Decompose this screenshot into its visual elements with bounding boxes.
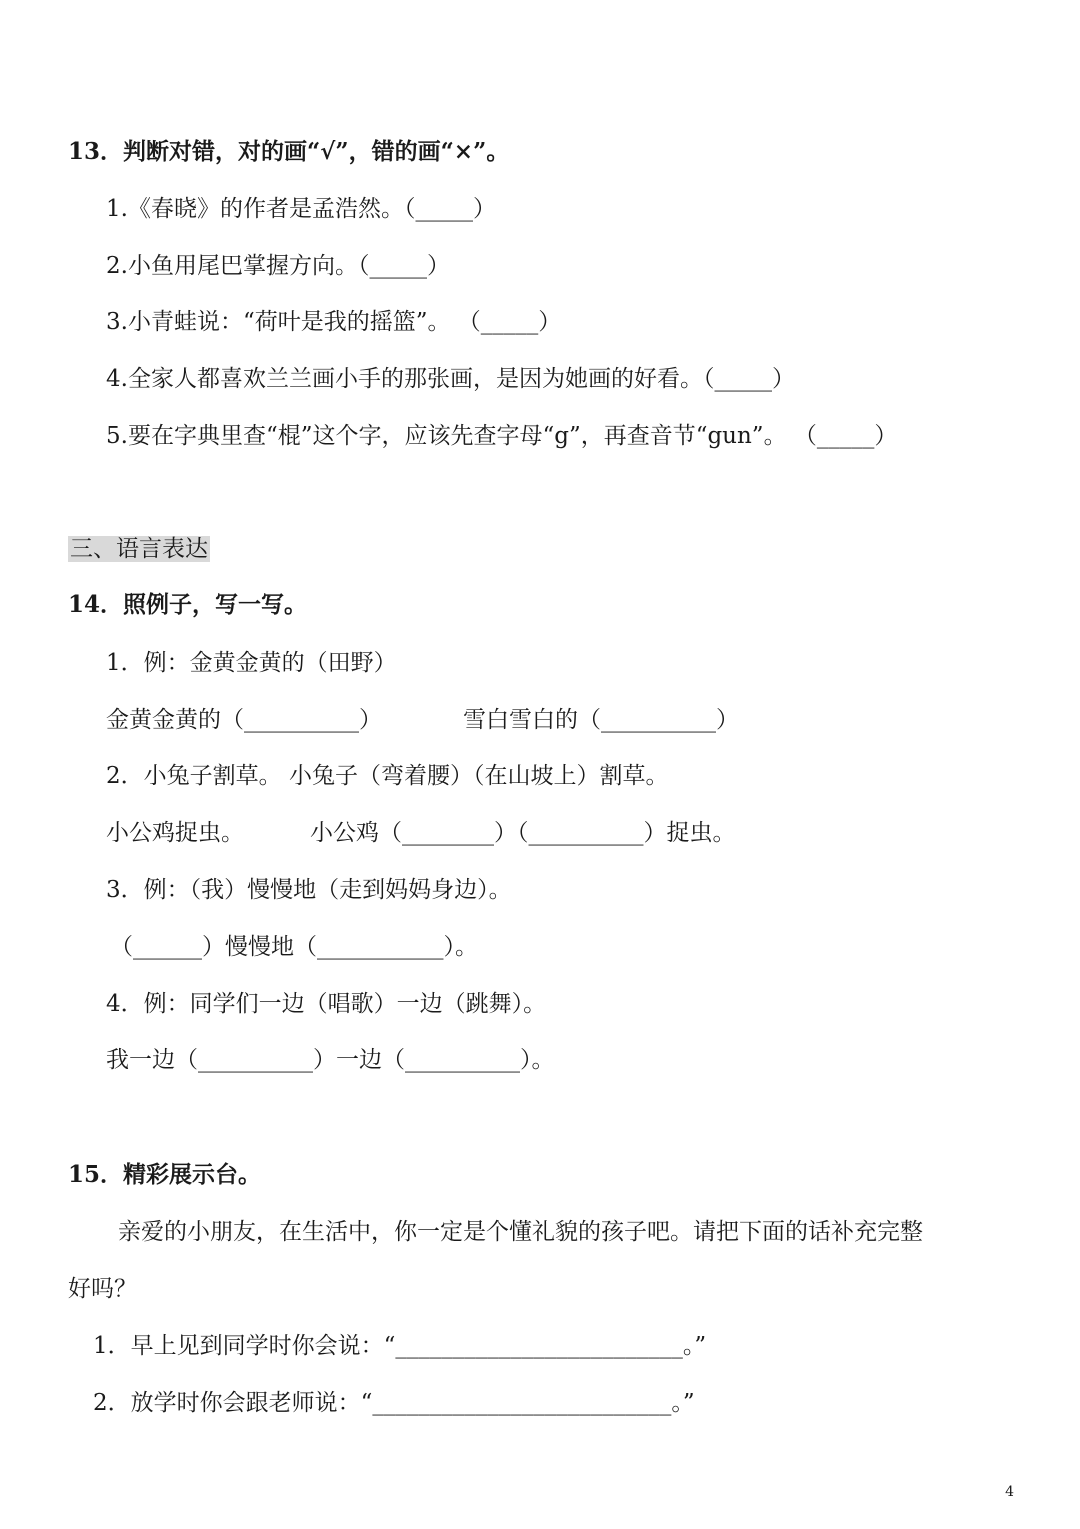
section-3-heading xyxy=(68,534,210,564)
q14-example-2: 2．小兔子割草。 小兔子（弯着腰）（在山坡上）割草。 xyxy=(106,763,669,789)
q15-intro-line-2: 好吗？ xyxy=(68,1276,137,1302)
q14-answer-3: （______）慢慢地（___________）。 xyxy=(110,934,478,960)
q15-title: 15．精彩展示台。 xyxy=(68,1161,262,1188)
q14-answer-2: 小公鸡（________）（__________）捉虫。 xyxy=(310,820,736,846)
q13-item-3: 3.小青蛙说：“荷叶是我的摇篮”。 （_____） xyxy=(106,309,562,335)
q13-item-4: 4.全家人都喜欢兰兰画小手的那张画，是因为她画的好看。（_____） xyxy=(106,366,795,392)
q14-example-3: 3．例：（我）慢慢地（走到妈妈身边）。 xyxy=(106,877,512,903)
q15-intro-line-1: 亲爱的小朋友，在生活中，你一定是个懂礼貌的孩子吧。请把下面的话补充完整 xyxy=(118,1219,923,1245)
q14-answer-4: 我一边（__________）一边（__________）。 xyxy=(106,1047,555,1073)
q14-prompt-2: 小公鸡捉虫。 xyxy=(106,820,244,846)
q14-answer-1b: 雪白雪白的（__________） xyxy=(463,707,739,733)
q14-example-4: 4．例：同学们一边（唱歌）一边（跳舞）。 xyxy=(106,991,547,1017)
q14-example-1: 1．例：金黄金黄的（田野） xyxy=(106,650,397,676)
q15-item-1: 1．早上见到同学时你会说：“_________________________。” xyxy=(93,1333,707,1359)
q14-answer-1a: 金黄金黄的（__________） xyxy=(106,707,382,733)
q13-item-2: 2.小鱼用尾巴掌握方向。（_____） xyxy=(106,253,450,279)
q14-title: 14．照例子，写一写。 xyxy=(68,591,308,618)
q13-title: 13．判断对错，对的画“√”，错的画“×”。 xyxy=(68,138,510,165)
q13-item-1: 1.《春晓》的作者是孟浩然。（_____） xyxy=(106,196,496,222)
q15-item-2: 2．放学时你会跟老师说：“__________________________。” xyxy=(93,1390,695,1416)
q13-item-5: 5.要在字典里查“棍”这个字，应该先查字母“g”，再查音节“gun”。 （_____） xyxy=(106,423,898,449)
section-3-label: 三、语言表达 xyxy=(70,536,208,562)
page-number: 4 xyxy=(1005,1484,1014,1500)
